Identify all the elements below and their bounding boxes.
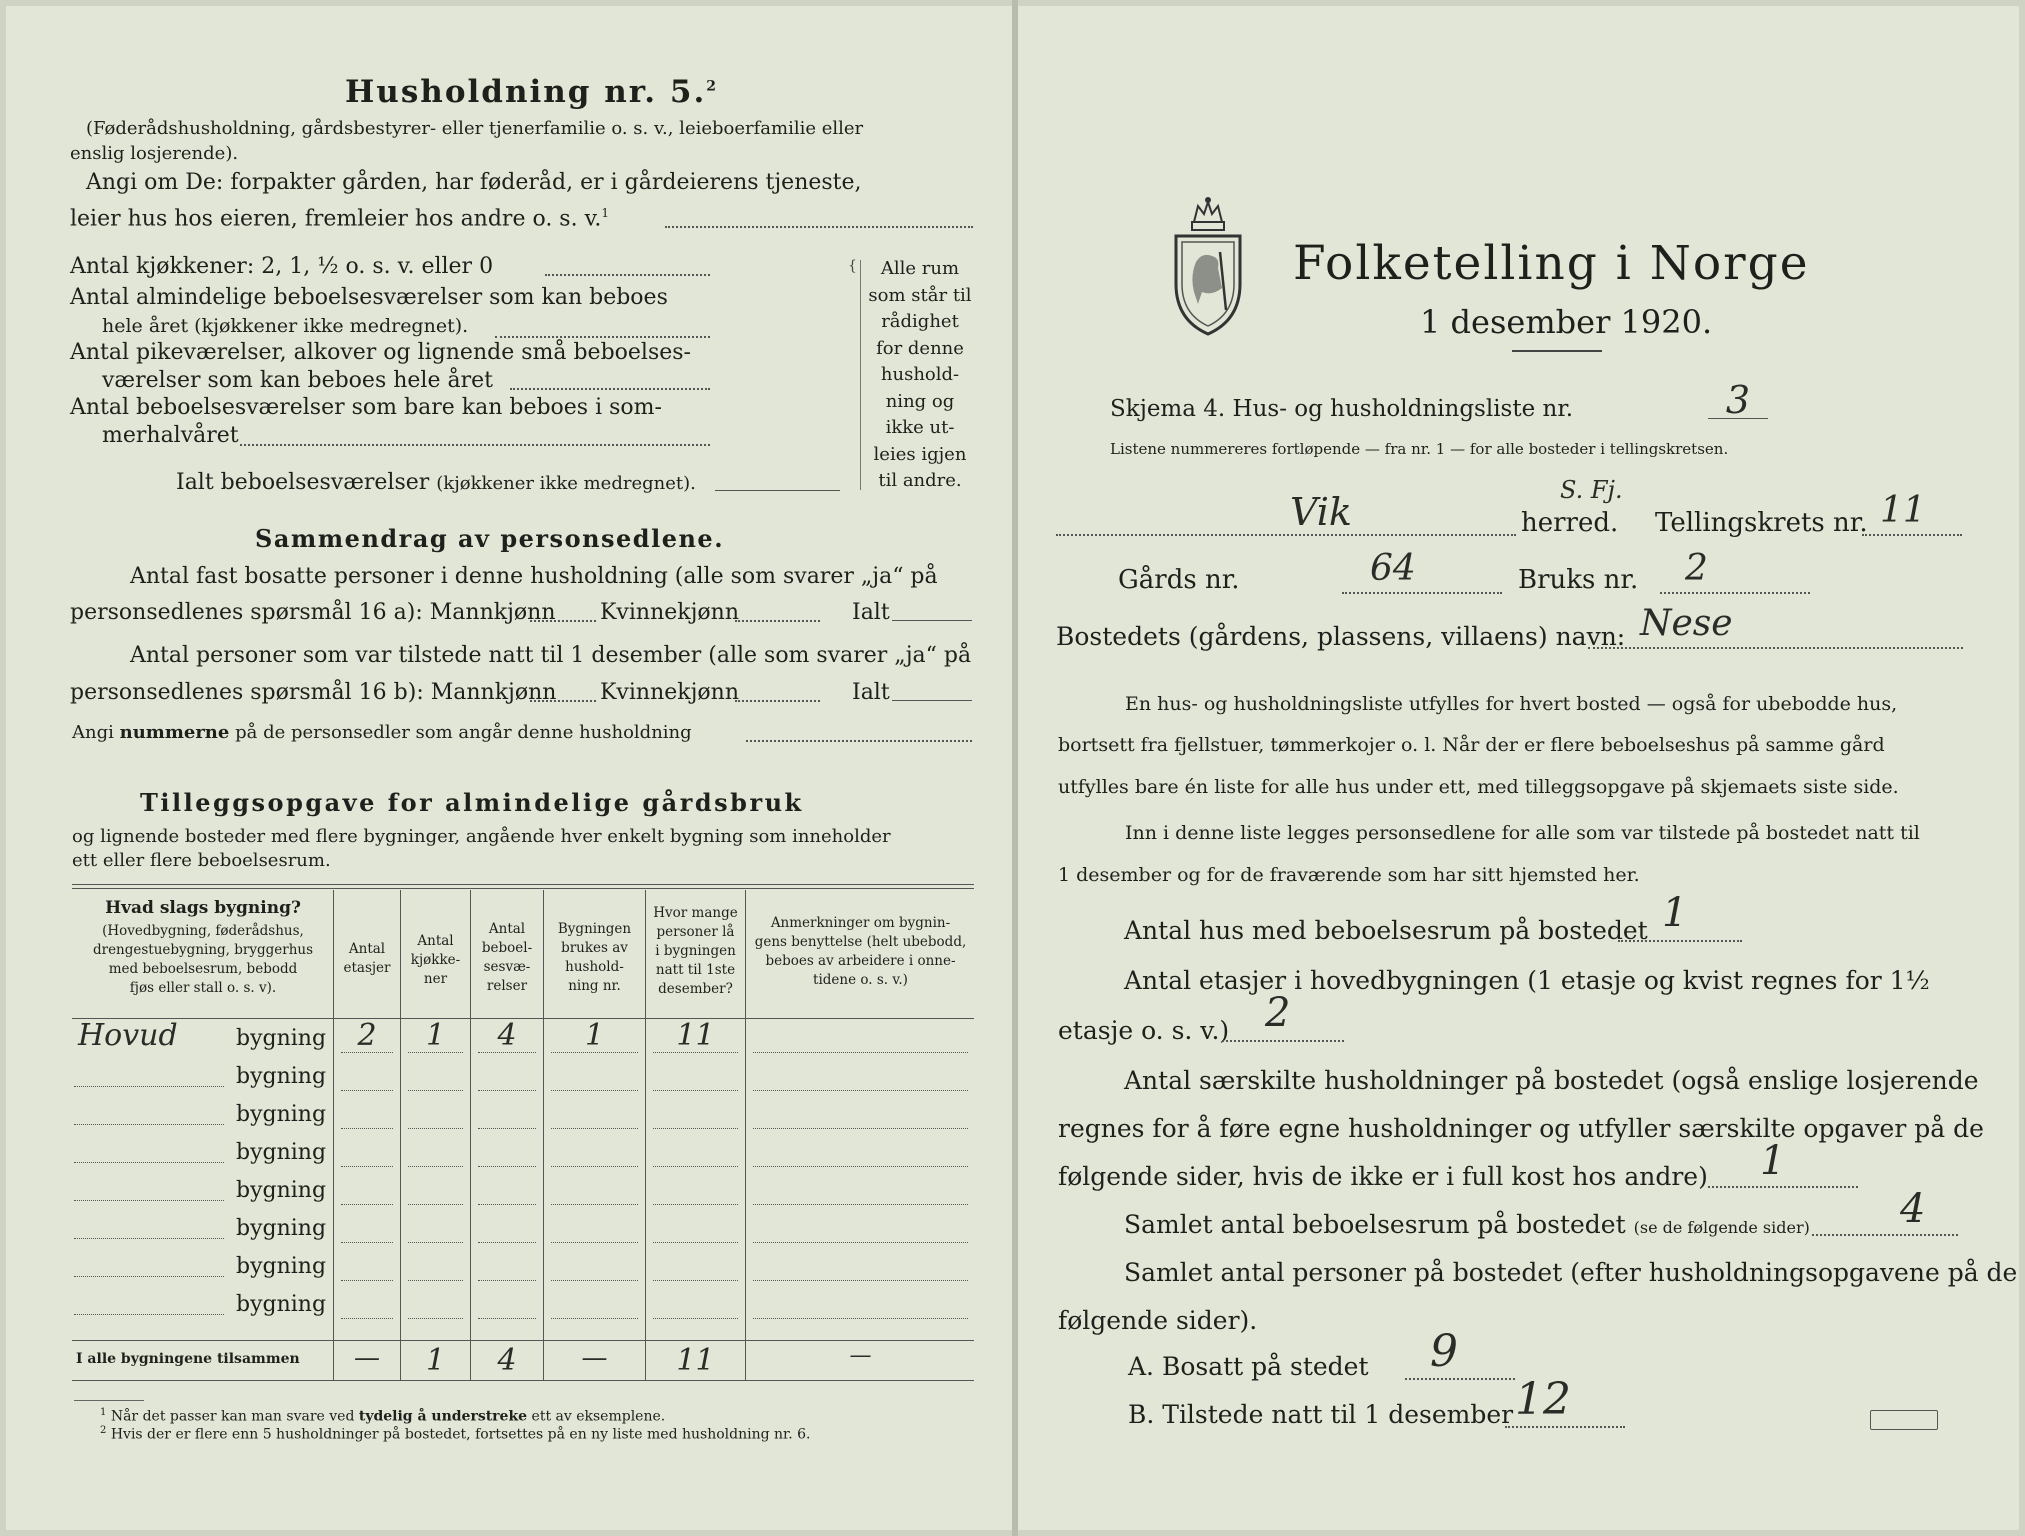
building-cell-line: [341, 1318, 393, 1319]
nummerne-line: [746, 740, 972, 742]
rooms-brace: {: [848, 258, 857, 274]
header-line: etasjer: [343, 960, 391, 976]
bosatt-label: A. Bosatt på stedet: [1128, 1352, 1369, 1381]
summer-rooms-line2: merhalvåret: [102, 423, 239, 448]
total-brukes: —: [581, 1343, 608, 1373]
header-vaerelser: [472, 920, 542, 996]
gards-label: Gårds nr.: [1118, 565, 1240, 595]
building-cell-brukes: 1: [584, 1018, 605, 1053]
fast-male-line: [530, 620, 596, 622]
q-husholdninger-line3: følgende sider, hvis de ikke er i full kost hos andre): [1058, 1162, 1708, 1191]
date-underline: [1512, 350, 1602, 352]
household-subtitle-line1: (Føderådshusholdning, gårdsbestyrer- eller tjenerfamilie o. s. v., leieboerfamilie eller: [86, 118, 864, 139]
header-line: Antal: [348, 941, 386, 957]
q-rum-value: 4: [1900, 1186, 1926, 1232]
summer-rooms-line1: Antal beboelsesværelser som bare kan beboes i som-: [70, 395, 662, 420]
building-word: bygning: [236, 1102, 327, 1127]
total-anmerkninger: —: [849, 1343, 872, 1368]
header-brukes: [545, 920, 644, 996]
nummerne-label: Angi nummerne på de personsedler som angår denne husholdning: [72, 722, 692, 743]
header-line: natt til 1ste: [655, 962, 736, 978]
header-line: (Hovedbygning, føderådshus,: [102, 923, 304, 939]
header-type-title: Hvad slags bygning?: [105, 898, 301, 918]
header-line: tidene o. s. v.): [813, 972, 908, 988]
building-cell-line: [408, 1166, 463, 1167]
tilstede-line1: Antal personer som var tilstede natt til 1 desember (alle som svarer „ja“ på: [130, 643, 972, 668]
q-etasjer-line: [1222, 1040, 1344, 1042]
tilstede-female-label: Kvinnekjønn: [600, 680, 739, 705]
building-cell-line: [753, 1166, 968, 1167]
liste-nr-value: 3: [1725, 378, 1751, 422]
building-type-line: [74, 1238, 224, 1239]
building-cell-line: [478, 1090, 536, 1091]
q-rum-label: Samlet antal beboelsesrum på bostedet (se de følgende sider): [1124, 1210, 1810, 1239]
header-line: drengestuebygning, bryggerhus: [92, 942, 314, 958]
total-vaerelser: 4: [497, 1343, 517, 1378]
side-note-line: ning og: [885, 390, 955, 412]
header-line: ner: [423, 971, 448, 987]
building-cell-line: [478, 1242, 536, 1243]
building-cell-line: [341, 1242, 393, 1243]
rooms-brace-line: [860, 260, 861, 490]
fast-female-label: Kvinnekjønn: [600, 600, 739, 625]
q-husholdninger-line2: regnes for å føre egne husholdninger og utfyller særskilte opgaver på de: [1058, 1114, 1984, 1143]
building-type-line: [74, 1314, 224, 1315]
tilstede-value: 12: [1515, 1374, 1571, 1425]
building-word: bygning: [236, 1292, 327, 1317]
angi-line2: leier hus hos eieren, fremleier hos andre o. s. v.$^1$: [70, 206, 610, 232]
header-line: desember?: [658, 981, 733, 997]
building-word: bygning: [236, 1178, 327, 1203]
building-cell-line: [478, 1204, 536, 1205]
left-page: [6, 6, 1012, 1530]
bosatt-line: [1405, 1378, 1515, 1380]
building-cell-line: [408, 1052, 463, 1053]
header-type-desc: [74, 922, 332, 998]
side-note-line: leies igjen: [873, 443, 967, 465]
skjema-note: Listene nummereres fortløpende — fra nr. 1 — for alle bosteder i tellingskretsen.: [1110, 440, 1729, 458]
total-etasjer: —: [354, 1343, 380, 1373]
building-cell-line: [653, 1090, 738, 1091]
building-cell-line: [753, 1090, 968, 1091]
side-note-line: rådighet: [881, 311, 959, 332]
side-note-line: for denne: [876, 337, 964, 359]
printer-stamp: [1870, 1410, 1938, 1430]
col-divider-4: [543, 890, 544, 1380]
total-rooms-label: Ialt beboelsesværelser (kjøkkener ikke medregnet).: [176, 470, 696, 495]
col-divider-2: [400, 890, 401, 1380]
gards-value: 64: [1370, 548, 1416, 589]
q-rum-line: [1812, 1234, 1958, 1236]
herred-value: Vik: [1290, 490, 1352, 534]
kitchens-dots: [545, 274, 710, 276]
header-line: Antal: [488, 921, 526, 937]
tilstede-line2: personsedlenes spørsmål 16 b): Mannkjønn: [70, 680, 557, 705]
norway-coat-of-arms-icon: [1168, 192, 1248, 340]
gards-line: [1342, 592, 1502, 594]
header-line: med beboelsesrum, bebodd: [108, 961, 298, 977]
building-cell-line: [653, 1280, 738, 1281]
building-cell-line: [408, 1204, 463, 1205]
rooms-side-note: [866, 256, 974, 495]
side-note-line: ikke ut-: [885, 417, 955, 438]
header-line: kjøkke-: [410, 952, 461, 968]
q-hus-label: Antal hus med beboelsesrum på bostedet: [1124, 916, 1648, 945]
herred-note: S. Fj.: [1560, 476, 1623, 504]
side-note-line: til andre.: [878, 470, 962, 491]
building-cell-line: [341, 1166, 393, 1167]
fast-line2: personsedlenes spørsmål 16 a): Mannkjønn: [70, 600, 556, 625]
q-hus-line: [1618, 940, 1742, 942]
skjema-label: Skjema 4. Hus- og husholdningsliste nr.: [1110, 396, 1574, 422]
building-type-line: [74, 1200, 224, 1201]
side-note-line: Alle rum: [880, 258, 960, 279]
header-line: brukes av: [561, 940, 628, 956]
tellingskrets-value: 11: [1880, 490, 1926, 531]
q-etasjer-line1: Antal etasjer i hovedbygningen (1 etasje og kvist regnes for 1½: [1124, 966, 1930, 995]
fast-line1: Antal fast bosatte personer i denne husholdning (alle som svarer „ja“ på: [130, 564, 938, 589]
building-cell-line: [653, 1052, 738, 1053]
angi-line1: Angi om De: forpakter gården, har føderåd, er i gårdeierens tjeneste,: [86, 170, 862, 195]
header-line: ning nr.: [568, 978, 621, 994]
bosted-value: Nese: [1640, 603, 1733, 644]
col-divider-5: [645, 890, 646, 1380]
fast-female-line: [735, 620, 820, 622]
building-cell-line: [551, 1318, 638, 1319]
building-cell-kjokkener: 1: [425, 1018, 446, 1053]
building-cell-line: [551, 1204, 638, 1205]
building-cell-line: [551, 1242, 638, 1243]
ordinary-rooms-line1: Antal almindelige beboelsesværelser som kan beboes: [70, 285, 668, 310]
building-word: bygning: [236, 1216, 327, 1241]
q-etasjer-line2: etasje o. s. v.): [1058, 1016, 1230, 1045]
building-type-value: Hovud: [78, 1018, 178, 1053]
instruction-line1: En hus- og husholdningsliste utfylles for hvert bosted — også for ubebodde hus,: [1125, 693, 1898, 715]
instruction-line3: utfylles bare én liste for alle hus under ett, med tilleggsopgave på skjemaets siste side.: [1058, 776, 1899, 798]
tillegg-title: Tilleggsopgave for almindelige gårdsbruk: [140, 788, 804, 817]
side-note-line: som står til: [868, 284, 972, 306]
fast-total-line: [892, 620, 972, 621]
building-cell-line: [753, 1280, 968, 1281]
tilstede-line: [1505, 1426, 1625, 1428]
building-type-line: [74, 1162, 224, 1163]
bruks-line: [1660, 592, 1810, 594]
q-husholdninger-line1: Antal særskilte husholdninger på bostedet (også enslige losjerende: [1124, 1066, 1979, 1095]
instruction-line2: bortsett fra fjellstuer, tømmerkojer o. l. Når der er flere beboelseshus på samme gård: [1058, 734, 1885, 756]
tillegg-desc-line2: ett eller flere beboelsesrum.: [72, 850, 331, 871]
header-line: fjøs eller stall o. s. v).: [129, 980, 277, 996]
building-cell-line: [753, 1052, 968, 1053]
building-word: bygning: [236, 1064, 327, 1089]
fast-total-label: Ialt: [852, 600, 890, 625]
building-cell-line: [653, 1318, 738, 1319]
header-line: personer lå: [656, 924, 735, 940]
table-top-rule-2: [72, 888, 974, 889]
building-cell-line: [341, 1280, 393, 1281]
bosted-line: [1588, 647, 1963, 649]
angi-answer-line: [665, 226, 973, 228]
header-line: gens benyttelse (helt ubebodd,: [754, 934, 967, 950]
building-cell-line: [653, 1166, 738, 1167]
bruks-value: 2: [1685, 548, 1708, 589]
footnote-rule: [74, 1400, 144, 1401]
building-cell-personer: 11: [676, 1018, 715, 1053]
q-husholdninger-line: [1708, 1186, 1858, 1188]
header-line: beboes av arbeidere i onne-: [765, 953, 956, 969]
maid-rooms-dots: [510, 388, 710, 390]
building-cell-line: [478, 1318, 536, 1319]
building-cell-line: [408, 1318, 463, 1319]
tellingskrets-line: [1862, 534, 1962, 536]
building-cell-line: [408, 1090, 463, 1091]
building-cell-etasjer: 2: [357, 1018, 377, 1053]
col-divider-3: [470, 890, 471, 1380]
building-cell-line: [551, 1090, 638, 1091]
header-line: beboel-: [481, 940, 533, 956]
table-bottom-rule: [72, 1380, 974, 1381]
bosatt-value: 9: [1430, 1326, 1458, 1377]
building-cell-line: [653, 1242, 738, 1243]
q-husholdninger-value: 1: [1760, 1138, 1786, 1184]
form-title: Folketelling i Norge: [1293, 236, 1810, 291]
summer-rooms-dots: [240, 444, 710, 446]
tilstede-male-line: [530, 700, 596, 702]
bruks-label: Bruks nr.: [1518, 565, 1639, 595]
totals-label: I alle bygningene tilsammen: [76, 1351, 300, 1367]
table-totals-rule: [72, 1340, 974, 1341]
instruction-line4: Inn i denne liste legges personsedlene for alle som var tilstede på bostedet natt til: [1125, 822, 1920, 844]
tilstede-female-line: [735, 700, 820, 702]
building-cell-line: [478, 1052, 536, 1053]
building-cell-line: [408, 1128, 463, 1129]
household-subtitle-line2: enslig losjerende).: [70, 143, 239, 164]
building-cell-line: [341, 1052, 393, 1053]
header-line: Hvor mange: [653, 905, 738, 921]
maid-rooms-line1: Antal pikeværelser, alkover og lignende små beboelses-: [70, 340, 691, 365]
summary-title: Sammendrag av personsedlene.: [255, 524, 725, 553]
maid-rooms-line2: værelser som kan beboes hele året: [102, 368, 493, 393]
building-cell-line: [753, 1318, 968, 1319]
q-personer-line1: Samlet antal personer på bostedet (efter husholdningsopgavene på de: [1124, 1258, 2018, 1287]
form-date: 1 desember 1920.: [1420, 303, 1713, 341]
tellingskrets-label: Tellingskrets nr.: [1655, 508, 1868, 538]
building-cell-line: [753, 1128, 968, 1129]
header-etasjer: [335, 940, 399, 978]
building-cell-line: [551, 1128, 638, 1129]
bosted-label: Bostedets (gårdens, plassens, villaens) navn:: [1056, 622, 1626, 651]
header-personer: [647, 904, 744, 999]
building-cell-line: [478, 1166, 536, 1167]
header-line: relser: [486, 978, 528, 994]
building-word: bygning: [236, 1026, 327, 1051]
col-divider-1: [333, 890, 334, 1380]
building-cell-line: [341, 1204, 393, 1205]
building-cell-line: [341, 1090, 393, 1091]
header-line: Antal: [417, 933, 454, 949]
herred-line: [1056, 534, 1516, 536]
footnote-2: $^2$ Hvis der er flere enn 5 husholdninger på bostedet, fortsettes på en ny liste med husholdning nr. 6.: [100, 1425, 811, 1443]
building-type-line: [74, 1276, 224, 1277]
building-cell-line: [408, 1280, 463, 1281]
q-hus-value: 1: [1662, 890, 1688, 936]
herred-label: herred.: [1521, 508, 1619, 538]
building-type-line: [74, 1124, 224, 1125]
building-cell-line: [341, 1128, 393, 1129]
kitchens-label: Antal kjøkkener: 2, 1, ½ o. s. v. eller 0: [70, 254, 494, 279]
building-cell-line: [653, 1204, 738, 1205]
building-cell-line: [551, 1166, 638, 1167]
instruction-line5: 1 desember og for de fraværende som har sitt hjemsted her.: [1058, 864, 1640, 886]
building-cell-line: [753, 1204, 968, 1205]
col-divider-6: [745, 890, 746, 1380]
header-kjokkener: [402, 932, 469, 989]
building-cell-vaerelser: 4: [497, 1018, 517, 1053]
total-rooms-line: [715, 490, 840, 491]
header-line: sesvæ-: [483, 959, 531, 975]
table-top-rule: [72, 884, 974, 885]
header-anmerkninger: [747, 914, 974, 990]
footnote-1: $^1$ Når det passer kan man svare ved tydelig å understreke ett av eksemplene.: [100, 1407, 666, 1425]
household-title: Husholdning nr. 5.$^2$: [345, 74, 718, 110]
building-cell-line: [551, 1280, 638, 1281]
header-line: Bygningen: [557, 921, 632, 937]
ordinary-rooms-line2: hele året (kjøkkener ikke medregnet).: [102, 315, 469, 337]
building-cell-line: [551, 1052, 638, 1053]
side-note-line: hushold-: [880, 364, 960, 385]
header-line: hushold-: [565, 959, 624, 975]
building-cell-line: [408, 1242, 463, 1243]
tillegg-desc-line1: og lignende bosteder med flere bygninger, angående hver enkelt bygning som inneholder: [72, 826, 891, 847]
ordinary-rooms-dots: [495, 336, 710, 338]
building-cell-line: [478, 1280, 536, 1281]
building-cell-line: [478, 1128, 536, 1129]
building-word: bygning: [236, 1140, 327, 1165]
building-cell-line: [753, 1242, 968, 1243]
tilstede-total-line: [892, 700, 972, 701]
building-word: bygning: [236, 1254, 327, 1279]
tilstede-total-label: Ialt: [852, 680, 890, 705]
liste-nr-line: [1708, 418, 1768, 419]
header-line: Anmerkninger om bygnin-: [770, 915, 951, 931]
total-personer: 11: [676, 1343, 715, 1378]
q-etasjer-value: 2: [1265, 990, 1291, 1036]
q-personer-line2: følgende sider).: [1058, 1306, 1258, 1335]
tilstede-label: B. Tilstede natt til 1 desember: [1128, 1400, 1514, 1429]
header-line: i bygningen: [655, 943, 736, 959]
building-type-line: [74, 1086, 224, 1087]
building-cell-line: [653, 1128, 738, 1129]
total-kjokkener: 1: [425, 1343, 446, 1378]
